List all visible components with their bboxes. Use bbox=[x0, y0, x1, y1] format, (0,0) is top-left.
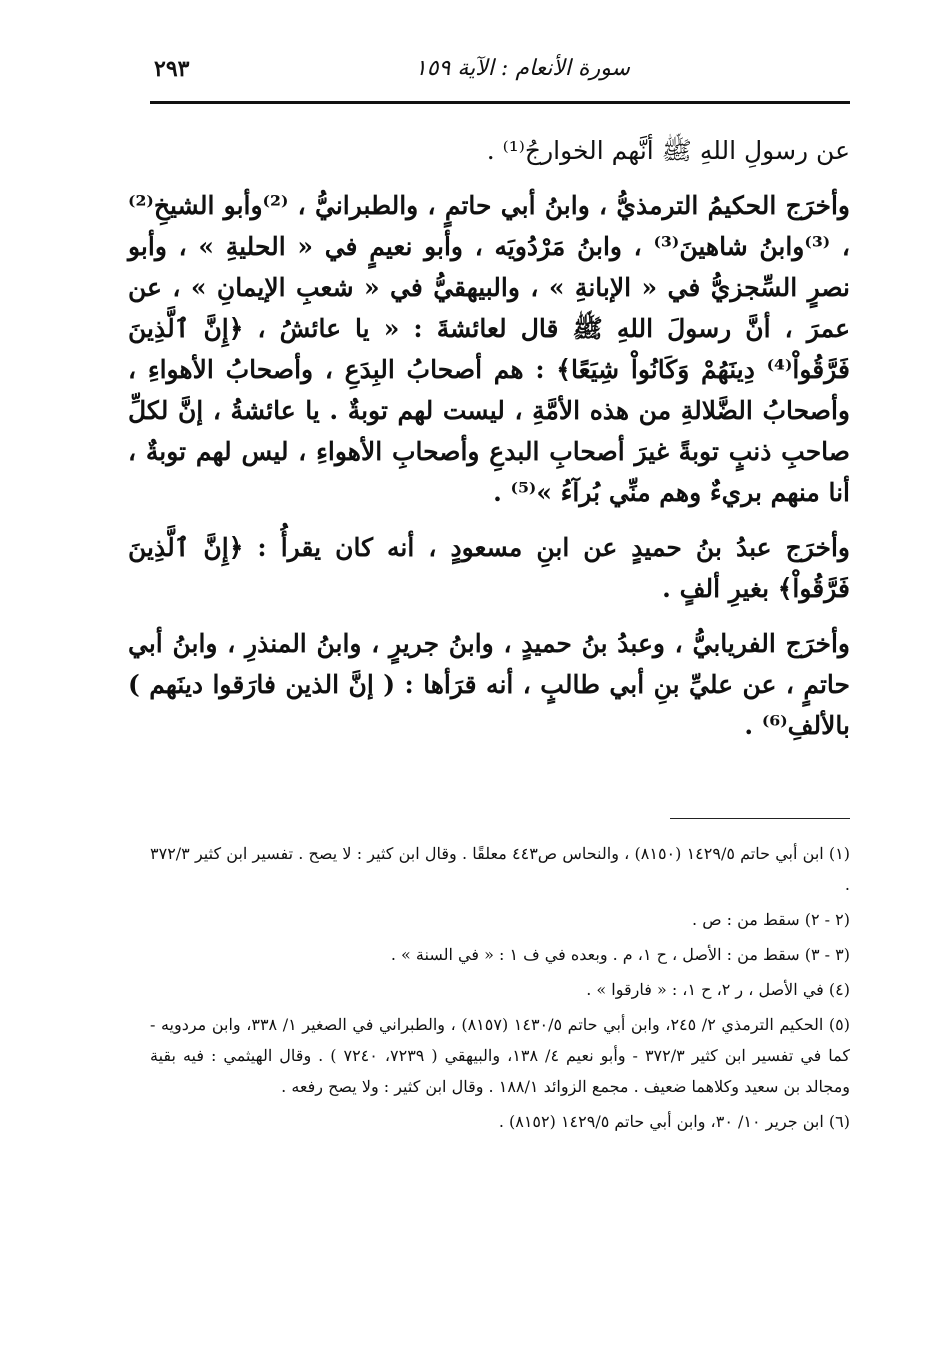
footnote: (١) ابن أبي حاتم ١٤٢٩/٥ (٨١٥٠) ، والنحاس ص٤٤٣ معلقًا . وقال ابن كثير : لا يصح . تفسير ابن كثير ٣٧٢/٣ . bbox=[150, 844, 851, 894]
paragraph: وأخرَج الفريابيُّ ، وعبدُ بنُ حميدٍ ، وابنُ جريرٍ ، وابنُ المنذرِ ، وابنُ أبي حاتمٍ ، عن عليِّ بنِ أبي طالبٍ ، أنه قرَأها : ( إنَّ الذين فارَقوا دينَهم ) بالألفِ⁽⁶⁾ . bbox=[128, 629, 850, 740]
footnote: (٣ - ٣) سقط من : الأصل ، ح ١، م . وبعده في ف ١ : « في السنة » . bbox=[390, 945, 850, 964]
footnotes bbox=[150, 838, 850, 1141]
footnote: (٢ - ٢) سقط من : ص . bbox=[692, 910, 850, 929]
paragraph: عن رسولِ اللهِ ﷺ أنَّهم الخوارجُ⁽¹⁾ . bbox=[486, 136, 850, 165]
running-head: سورة الأنعام : الآية ١٥٩ bbox=[414, 56, 630, 81]
paragraph: وأخرَج الحكيمُ الترمذيُّ ، وابنُ أبي حاتمٍ ، والطبرانيُّ ، ⁽²⁾وأبو الشيخِ⁽²⁾ ، ⁽³⁾وابنُ شاهينَ⁽³⁾ ، وابنُ مَرْدُويَه ، وأبو نعيمٍ في « الحليةِ » ، وأبو نصرٍ السِّجزيُّ في « الإبانةِ » ، والبيهقيُّ في « شعبِ الإيمانِ » ، عن عمرَ ، أنَّ رسولَ اللهِ ﷺ قال لعائشةَ : « يا عائشُ ، ﴿إِنَّ ٱلَّذِينَ فَرَّقُواْ⁽⁴⁾ دِينَهُمْ وَكَانُواْ شِيَعًا﴾ : هم أصحابُ البِدَعِ ، وأصحابُ الأهواءِ ، وأصحابُ الضَّلالةِ من هذه الأمَّةِ ، ليست لهم توبةٌ . يا عائشةُ ، إنَّ لكلِّ صاحبِ ذنبٍ توبةً غيرَ أصحابِ البدعِ وأصحابِ الأهواءِ ، ليس لهم توبةٌ ، أنا منهم بريءٌ وهم منِّي بُرآءُ »⁽⁵⁾ . bbox=[128, 191, 850, 507]
paragraph: وأخرَج عبدُ بنُ حميدٍ عن ابنِ مسعودٍ ، أنه كان يقرأُ : ﴿إِنَّ ٱلَّذِينَ فَرَّقُواْ﴾ بغيرِ ألفٍ . bbox=[128, 533, 850, 603]
page-number: ٢٩٣ bbox=[154, 56, 190, 82]
footnote: (٦) ابن جرير ١٠/ ٣٠، وابن أبي حاتم ١٤٢٩/٥ (٨١٥٢) . bbox=[498, 1112, 850, 1131]
page-header bbox=[150, 50, 850, 102]
footnote-rule bbox=[670, 818, 850, 819]
header-rule bbox=[150, 101, 850, 104]
main-text bbox=[128, 130, 850, 760]
footnote: (٤) في الأصل ، ر ٢، ح ١، : « فارقوا » . bbox=[586, 980, 850, 999]
footnote: (٥) الحكيم الترمذي ٢/ ٢٤٥، وابن أبي حاتم ١٤٣٠/٥ (٨١٥٧) ، والطبراني في الصغير ١/ ٣٣٨، وابن مردويه - كما في تفسير ابن كثير ٣٧٢/٣ - وأبو نعيم ٤/ ١٣٨، والبيهقي ( ٧٢٣٩، ٧٢٤٠ ) . وقال الهيثمي : فيه بقية ومجالد بن سعيد وكلاهما ضعيف . مجمع الزوائد ١٨٨/١ . وقال ابن كثير : ولا يصح رفعه . bbox=[150, 1015, 851, 1096]
